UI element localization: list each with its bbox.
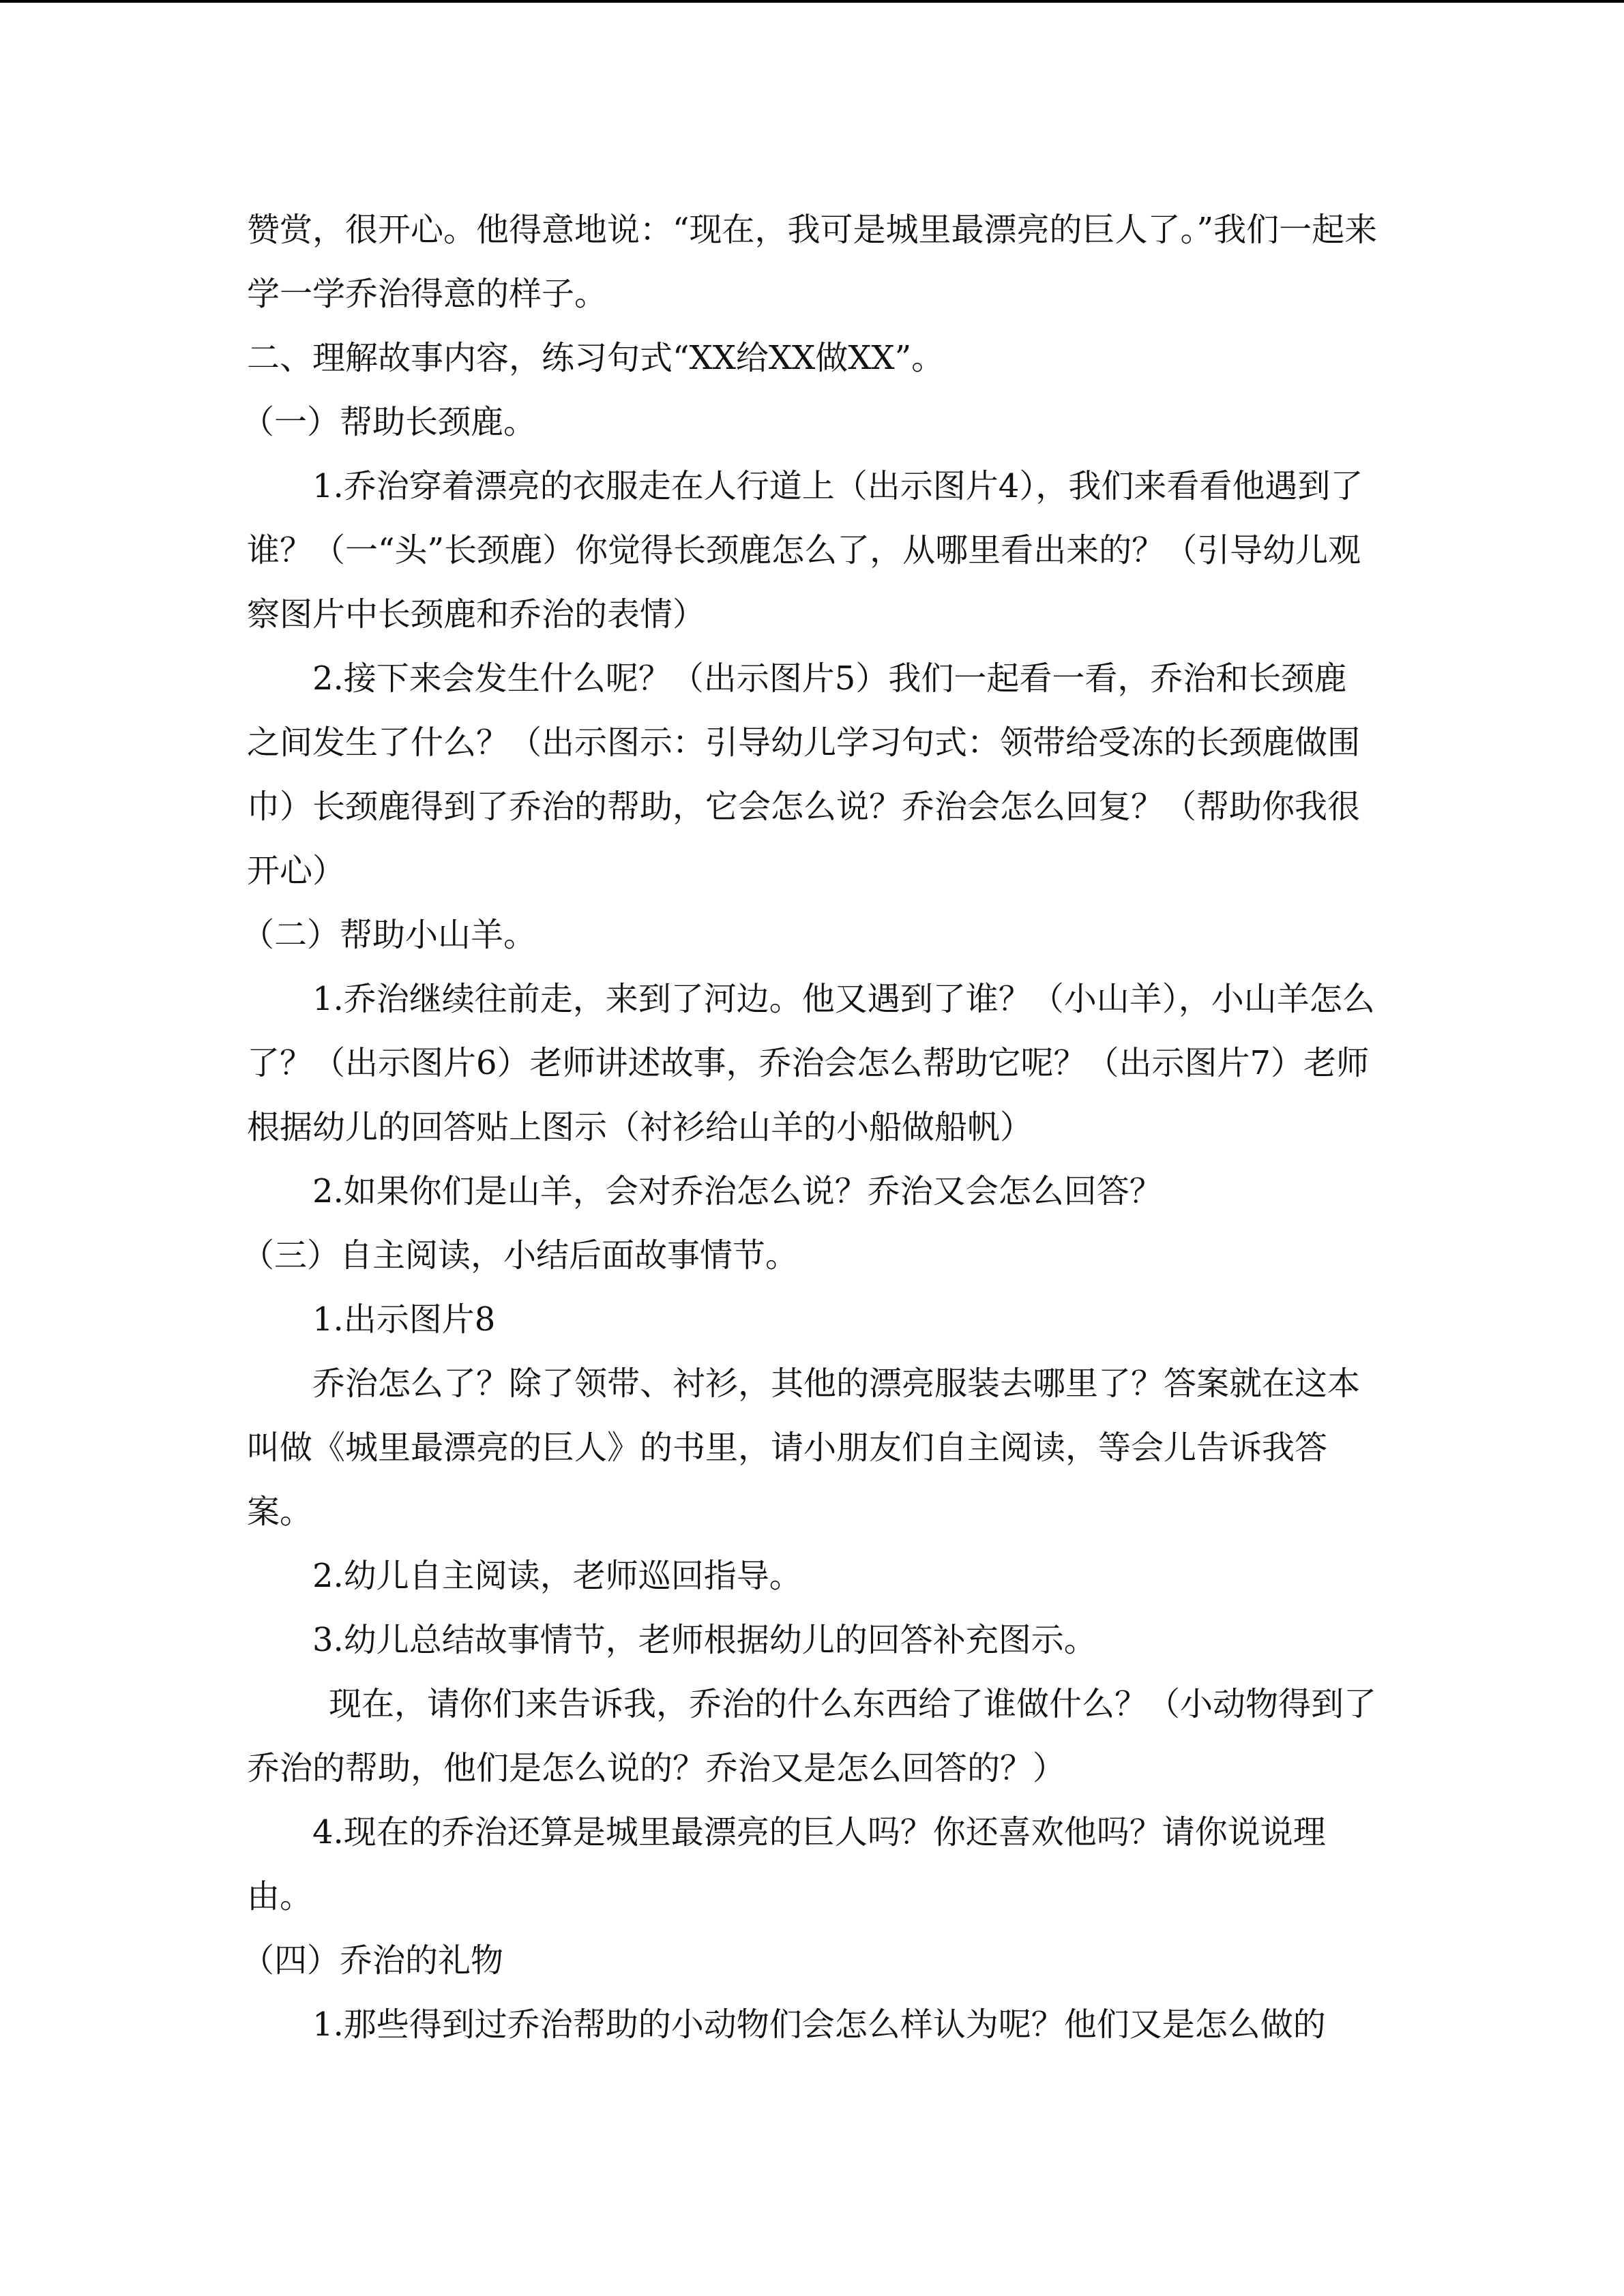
subheading-giraffe: （一）帮助长颈鹿。 — [241, 403, 537, 441]
paragraph-goat-1: 1.乔治继续往前走，来到了河边。他又遇到了谁？（小山羊），小山羊怎么了？（出示图片6）老师讲述故事，乔治会怎么帮助它呢？（出示图片7）老师根据幼儿的回答贴上图示（衬衫给山羊的小船做船帆） — [247, 980, 1375, 1146]
paragraph-gift-1: 1.那些得到过乔治帮助的小动物们会怎么样认为呢？他们又是怎么做的 — [312, 2006, 1326, 2044]
subheading-self-reading: （三）自主阅读，小结后面故事情节。 — [241, 1236, 799, 1274]
paragraph-reading-now: 现在，请你们来告诉我，乔治的什么东西给了谁做什么？（小动物得到了乔治的帮助，他们是怎么说的？乔治又是怎么回答的？） — [247, 1685, 1377, 1787]
paragraph-giraffe-2: 2.接下来会发生什么呢？（出示图片5）我们一起看一看，乔治和长颈鹿之间发生了什么？（出示图示：引导幼儿学习句式：领带给受冻的长颈鹿做围巾）长颈鹿得到了乔治的帮助，它会怎么说？乔治会怎么回复？（帮助你我很开心） — [247, 659, 1361, 890]
page-top-border — [0, 0, 1624, 3]
paragraph-giraffe-1: 1.乔治穿着漂亮的衣服走在人行道上（出示图片4），我们来看看他遇到了谁？（一“头”长颈鹿）你觉得长颈鹿怎么了，从哪里看出来的？（引导幼儿观察图片中长颈鹿和乔治的表情） — [247, 467, 1363, 633]
section-heading-two: 二、理解故事内容，练习句式“XX给XX做XX”。 — [247, 339, 945, 377]
paragraph-reading-2: 2.幼儿自主阅读，老师巡回指导。 — [312, 1557, 802, 1595]
document-body — [241, 198, 1379, 2057]
paragraph-reading-question: 乔治怎么了？除了领带、衬衫，其他的漂亮服装去哪里了？答案就在这本叫做《城里最漂亮的巨人》的书里，请小朋友们自主阅读，等会儿告诉我答案。 — [247, 1365, 1361, 1531]
paragraph-intro-continued: 赞赏，很开心。他得意地说：“现在，我可是城里最漂亮的巨人了。”我们一起来学一学乔治得意的样子。 — [247, 211, 1378, 313]
paragraph-reading-3: 3.幼儿总结故事情节，老师根据幼儿的回答补充图示。 — [312, 1621, 1097, 1659]
subheading-gift: （四）乔治的礼物 — [241, 1941, 504, 1980]
paragraph-goat-2: 2.如果你们是山羊，会对乔治怎么说？乔治又会怎么回答？ — [312, 1172, 1162, 1210]
paragraph-reading-1: 1.出示图片8 — [312, 1300, 496, 1339]
paragraph-reading-4: 4.现在的乔治还算是城里最漂亮的巨人吗？你还喜欢他吗？请你说说理由。 — [247, 1813, 1326, 1915]
subheading-goat: （二）帮助小山羊。 — [241, 916, 537, 954]
